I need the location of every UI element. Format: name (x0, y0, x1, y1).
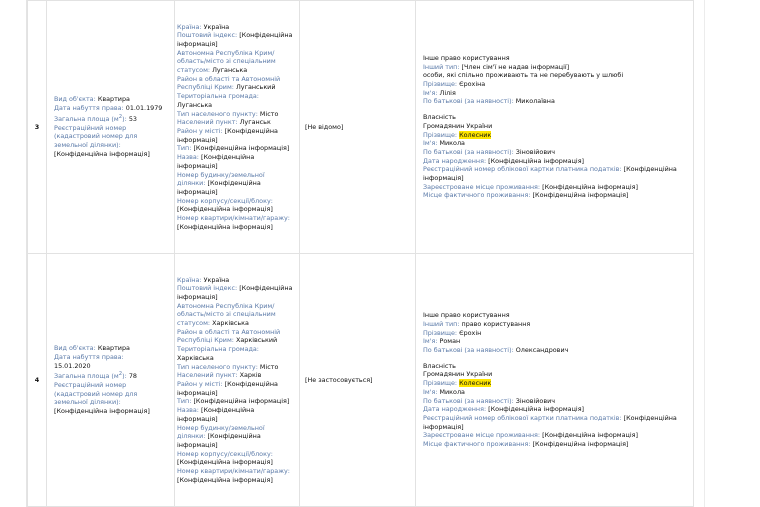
highlighted-surname: Колесник (459, 130, 492, 139)
cost-cell: [Не застосовується] (300, 254, 416, 507)
real-estate-table (27, 0, 694, 507)
address-cell: Країна: Україна Поштовий індекс: [Конфіденційна інформація] Автономна Республіка Крим/ область/місто зі спеціальним статусом: Луганська Район в області та Автономній Республіці Крим: Луганський Територіальна громада: Луганська Тип населеного пункту: Місто Населений пункт: Луганськ Район у місті: [Конфіденційна інформація] Тип: [Конфіденційна інформація] Назва: [Конфіденційна інформація] Номер будинку/земельної ділянки: [Конфіденційна інформація] Номер корпусу/секції/блоку: [Конфіденційна інформація] Номер квартири/кімнати/гаражу: [Конфіденційна інформація] (175, 1, 300, 254)
address-cell: Країна: Україна Поштовий індекс: [Конфіденційна інформація] Автономна Республіка Крим/ область/місто зі спеціальним статусом: Харківська Район в області та Автономній Республіці Крим: Харківський Територіальна громада: Харківська Тип населеного пункту: Місто Населений пункт: Харків Район у місті: [Конфіденційна інформація] Тип: [Конфіденційна інформація] Назва: [Конфіденційна інформація] Номер будинку/земельної ділянки: [Конфіденційна інформація] Номер корпусу/секції/блоку: [Конфіденційна інформація] Номер квартири/кімнати/гаражу: [Конфіденційна інформація] (175, 254, 300, 507)
table-row (28, 1, 694, 254)
object-info-cell: Вид об'єкта: Квартира Дата набуття права: 01.01.1979 Загальна площа $(м^2)$: 53 Реєстраційний номер (кадастровий номер для земельної ділянки): [Конфіденційна інформація] (47, 1, 175, 254)
highlighted-surname: Колесник (459, 379, 492, 388)
page-right-divider (704, 0, 705, 507)
rights-cell: Інше право користування Інший тип: право користування Прізвище: Єрохін Ім'я: Роман По батькові (за наявності): Олександрович Власність Громадянин України Прізвище: Колесник Ім'я: Микола По батькові (за наявності): Зіновійович Дата народження: [Конфіденційна інформація] Реєстраційний номер облікової картки платника податків: [Конфіденційна інформація] Зареєстроване місце проживання: [Конфіденційна інформація] Місце фактичного проживання: [Конфіденційна інформація] (416, 254, 694, 507)
rights-cell: Інше право користування Інший тип: [Член сім'ї не надав інформації] особи, які спільно проживають та не перебувають у шлюбі Прізвище: Єрохіна Ім'я: Лілія По батькові (за наявності): Миколаївна Власність Громадянин України Прізвище: Колесник Ім'я: Микола По батькові (за наявності): Зіновійович Дата народження: [Конфіденційна інформація] Реєстраційний номер облікової картки платника податків: [Конфіденційна інформація] Зареєстроване місце проживання: [Конфіденційна інформація] Місце фактичного проживання: [Конфіденційна інформація] (416, 1, 694, 254)
left-margin-column (0, 0, 27, 507)
row-number: 4 (28, 254, 47, 507)
object-info-cell: Вид об'єкта: Квартира Дата набуття права: 15.01.2020 Загальна площа $(м^2)$: 78 Реєстраційний номер (кадастровий номер для земельної ділянки): [Конфіденційна інформація] (47, 254, 175, 507)
cost-cell: [Не відомо] (300, 1, 416, 254)
row-number: 3 (28, 1, 47, 254)
table-row (28, 254, 694, 507)
